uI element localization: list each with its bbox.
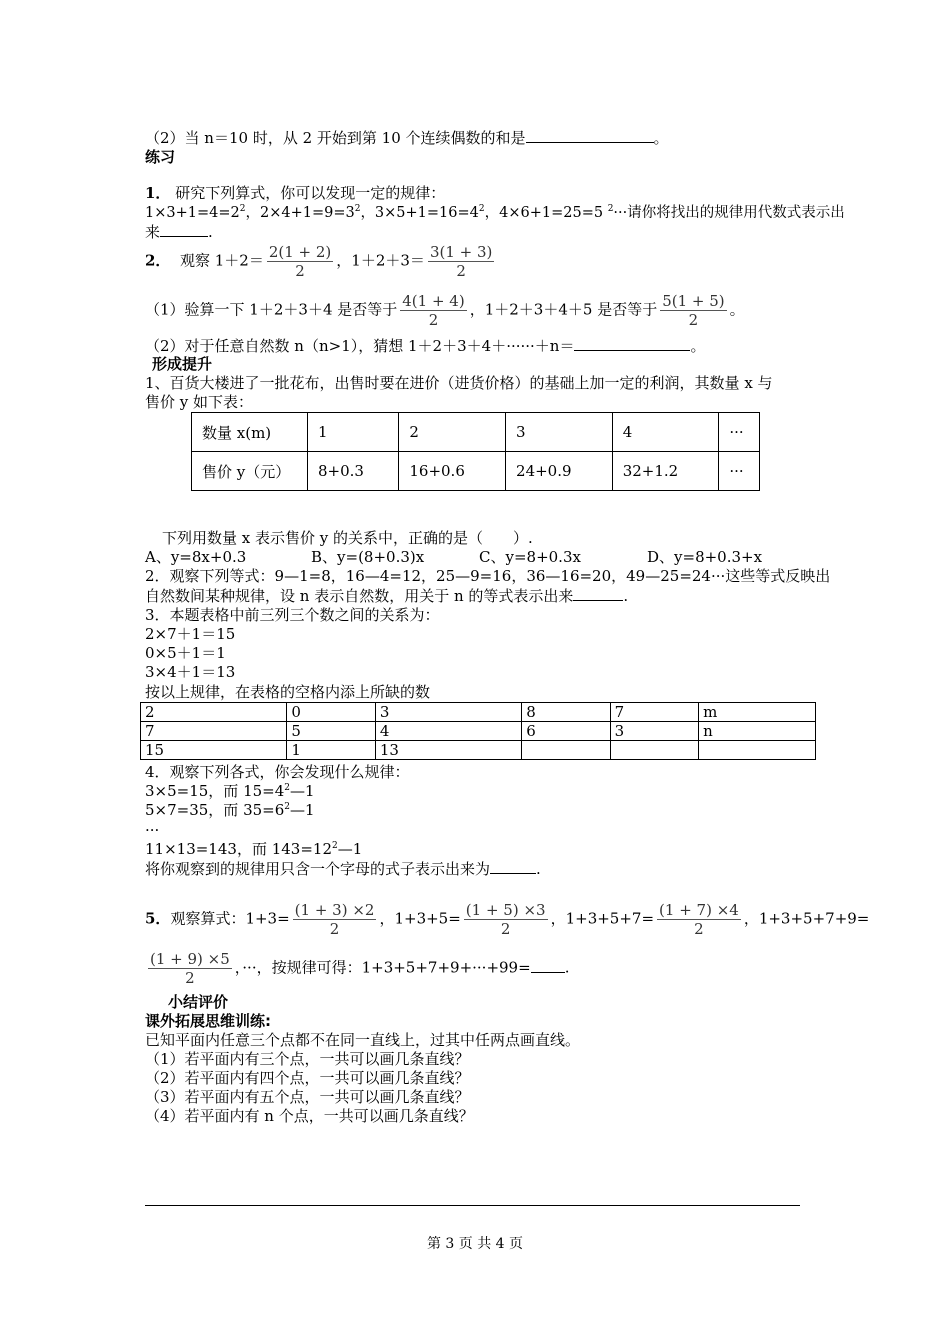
p4-f-end: . xyxy=(536,860,541,878)
improve-p2-line2 xyxy=(145,586,628,606)
p4-f: 将你观察到的规律用只含一个字母的式子表示出来为 xyxy=(145,860,491,878)
sup-2: 2 xyxy=(607,204,614,215)
practice-q1-formulas xyxy=(145,204,845,223)
fraction-numerator: 5(1 + 5) xyxy=(662,292,725,310)
q2-text-f-end: 。 xyxy=(690,337,706,355)
prev-question-line xyxy=(145,128,669,148)
prev-question-text: （2）当 n＝10 时，从 2 开始到第 10 个连续偶数的和是 xyxy=(145,129,526,147)
fraction xyxy=(293,901,377,938)
practice-q1 xyxy=(145,184,445,203)
page-number: 第 3 页 共 4 页 xyxy=(426,1236,524,1252)
p4-e2: —1 xyxy=(337,840,363,858)
improve-p5-line1 xyxy=(145,901,869,938)
table-cell: 3 xyxy=(375,703,521,722)
fraction-denominator: 2 xyxy=(185,969,195,987)
prev-question-end: 。 xyxy=(653,129,669,147)
practice-heading: 练习 xyxy=(145,148,176,166)
option-b: B、y=(8+0.3)x xyxy=(311,548,425,566)
sup-2: 2 xyxy=(354,204,361,215)
footer-divider xyxy=(145,1205,800,1206)
fraction xyxy=(148,950,232,987)
improve-p4-line6 xyxy=(145,859,541,879)
summary-heading: 小结评价 xyxy=(168,993,229,1011)
fraction-numerator: 4(1 + 4) xyxy=(402,292,465,310)
option-d: D、y=8+0.3+x xyxy=(647,548,763,566)
table-cell: 7 xyxy=(141,722,287,741)
sup-2: 2 xyxy=(332,841,338,851)
table-row xyxy=(141,703,816,722)
p5-text-b: ，1+3+5= xyxy=(379,909,461,928)
practice-q2-part1 xyxy=(145,292,745,329)
fraction-numerator: (1 + 7) ×4 xyxy=(659,901,739,919)
table-cell: 7 xyxy=(610,703,698,722)
improve-heading: 形成提升 xyxy=(152,355,213,373)
improve-p3-line4: 3×4＋1＝13 xyxy=(145,663,236,681)
table-cell: 32+1.2 xyxy=(612,452,719,491)
table-cell: 4 xyxy=(375,722,521,741)
fraction xyxy=(464,901,548,938)
improve-p4-line4: ··· xyxy=(145,821,160,839)
table-cell: n xyxy=(699,722,816,741)
q2-text-a: 观察 1＋2＝ xyxy=(179,251,264,270)
answer-blank xyxy=(526,128,654,143)
q1-formula-d: ，4×6+1=25=5 xyxy=(484,205,604,221)
table-cell: 13 xyxy=(375,741,521,760)
table-cell: 8 xyxy=(522,703,610,722)
table-cell: 数量 x(m) xyxy=(192,413,308,452)
improve-p4-line1: 4．观察下列各式，你会发现什么规律： xyxy=(145,763,410,781)
p5-text-c: ，1+3+5+7= xyxy=(550,909,655,928)
p4-c2: —1 xyxy=(290,801,315,819)
table-cell: 1 xyxy=(287,741,375,760)
practice-q2-part2 xyxy=(145,336,705,356)
extension-q4: （4）若平面内有 n 个点，一共可以画几条直线？ xyxy=(145,1107,474,1125)
p5-text-e-end: . xyxy=(564,958,570,977)
fraction-numerator: (1 + 3) ×2 xyxy=(294,901,375,919)
table-cell: 16+0.6 xyxy=(399,452,506,491)
fraction xyxy=(428,243,494,280)
extension-q3: （3）若平面内有五个点，一共可以画几条直线？ xyxy=(145,1088,470,1106)
fraction-numerator: 3(1 + 3) xyxy=(429,243,493,261)
fraction xyxy=(660,292,726,329)
table-cell: 6 xyxy=(522,722,610,741)
fraction-numerator: 2(1 + 2) xyxy=(268,243,332,261)
table-cell: 0 xyxy=(287,703,375,722)
improve-p5-line2 xyxy=(145,950,569,987)
improve-p3-line5: 按以上规律，在表格的空格内添上所缺的数 xyxy=(145,683,431,701)
p5-text-d: ，1+3+5+7+9= xyxy=(743,909,870,928)
table-cell: 24+0.9 xyxy=(506,452,613,491)
q1-end-text: 来 xyxy=(145,223,161,241)
q1-text: 研究下列算式，你可以发现一定的规律： xyxy=(175,184,446,202)
improve-p4-line2 xyxy=(145,782,315,801)
improve-p3-line2: 2×7＋1＝15 xyxy=(145,625,236,643)
table-cell: 3 xyxy=(610,722,698,741)
table-cell: 8+0.3 xyxy=(308,452,399,491)
improve-p1-line1: 1、百货大楼进了一批花布，出售时要在进价（进货价格）的基础上加一定的利润，其数量 x 与 xyxy=(145,374,773,392)
q1-formula-e: ···请你将找出的规律用代数式表示出 xyxy=(613,205,845,221)
answer-blank xyxy=(531,958,565,973)
improve-p1-line2: 售价 y 如下表： xyxy=(145,393,254,411)
table-cell xyxy=(522,741,610,760)
option-a: A、y=8x+0.3 xyxy=(145,548,247,566)
table-cell: 5 xyxy=(287,722,375,741)
fraction xyxy=(267,243,333,280)
table-cell xyxy=(610,741,698,760)
table-cell: 售价 y（元） xyxy=(192,452,308,491)
improve-p1-options xyxy=(145,548,762,567)
fraction-numerator: (1 + 5) ×3 xyxy=(465,901,546,919)
improve-p3-line3: 0×5＋1＝1 xyxy=(145,644,226,662)
q2-text-f: （2）对于任意自然数 n（n>1），猜想 1＋2＋3＋4＋······＋n＝ xyxy=(145,337,575,355)
answer-blank xyxy=(160,222,208,237)
sup-2: 2 xyxy=(239,204,246,215)
sup-2: 2 xyxy=(284,783,291,793)
fraction-denominator: 2 xyxy=(688,311,699,329)
sup-2: 2 xyxy=(478,204,485,215)
improve-p2-line1: 2．观察下列等式：9—1=8，16—4=12，25—9=16，36—16=20，49—25=24···这些等式反映出 xyxy=(145,567,831,585)
fraction-denominator: 2 xyxy=(500,920,511,938)
p4-c1: 5×7=35，而 35=6 xyxy=(145,801,285,819)
p5-number: 5． xyxy=(145,909,171,928)
extension-q2: （2）若平面内有四个点，一共可以画几条直线？ xyxy=(145,1069,470,1087)
table-row xyxy=(192,413,760,452)
p4-b2: —1 xyxy=(290,782,315,800)
price-table xyxy=(191,412,760,491)
extension-intro: 已知平面内任意三个点都不在同一直线上，过其中任两点画直线。 xyxy=(145,1031,581,1049)
fraction xyxy=(400,292,466,329)
table-cell: 2 xyxy=(399,413,506,452)
q1-formula-a: 1×3+1=4=2 xyxy=(145,205,240,221)
sup-2: 2 xyxy=(284,802,291,812)
improve-p3-line1: 3．本题表格中前三列三个数之间的关系为： xyxy=(145,606,440,624)
q1-formula-b: ，2×4+1=9=3 xyxy=(245,205,355,221)
p2-end: . xyxy=(623,587,629,605)
fraction-denominator: 2 xyxy=(295,262,305,280)
table-cell: 4 xyxy=(612,413,719,452)
improve-p4-line5 xyxy=(145,840,362,859)
extension-q1: （1）若平面内有三个点，一共可以画几条直线？ xyxy=(145,1050,470,1068)
p5-text-e: ，···，按规律可得：1+3+5+7+9+···+99= xyxy=(234,958,531,977)
table-row xyxy=(141,741,816,760)
fraction-denominator: 2 xyxy=(428,311,439,329)
fraction-denominator: 2 xyxy=(694,920,704,938)
answer-blank xyxy=(490,859,536,874)
q2-text-d: ，1＋2＋3＋4＋5 是否等于 xyxy=(469,300,658,319)
p4-b1: 3×5=15，而 15=4 xyxy=(145,782,285,800)
practice-q2 xyxy=(145,243,497,280)
table-cell: m xyxy=(699,703,816,722)
fraction-denominator: 2 xyxy=(456,262,466,280)
number-table xyxy=(140,702,816,760)
q2-text-e: 。 xyxy=(729,300,745,319)
table-cell: 15 xyxy=(141,741,287,760)
answer-blank xyxy=(574,336,690,351)
q2-number: 2． xyxy=(145,251,171,270)
improve-p4-line3 xyxy=(145,801,315,820)
table-row xyxy=(141,722,816,741)
table-cell: ··· xyxy=(719,452,760,491)
q2-text-c: （1）验算一下 1＋2＋3＋4 是否等于 xyxy=(145,300,398,319)
table-cell xyxy=(699,741,816,760)
q1-end-dot: . xyxy=(208,223,213,241)
improve-p1-question: 下列用数量 x 表示售价 y 的关系中，正确的是（ ）. xyxy=(162,529,533,547)
fraction xyxy=(657,901,741,938)
option-c: C、y=8+0.3x xyxy=(479,548,581,566)
q1-number: 1． xyxy=(145,184,171,202)
table-cell: 2 xyxy=(141,703,287,722)
table-cell: 3 xyxy=(506,413,613,452)
table-cell: ··· xyxy=(719,413,760,452)
p5-text-a: 观察算式：1+3= xyxy=(170,909,290,928)
p4-e1: 11×13=143，而 143=12 xyxy=(145,840,332,858)
practice-q1-end xyxy=(145,222,213,242)
table-cell: 1 xyxy=(308,413,399,452)
fraction-denominator: 2 xyxy=(329,920,340,938)
answer-blank xyxy=(573,586,623,601)
fraction-numerator: (1 + 9) ×5 xyxy=(150,950,230,968)
p2-text: 自然数间某种规律，设 n 表示自然数，用关于 n 的等式表示出来 xyxy=(145,587,574,605)
table-row xyxy=(192,452,760,491)
q2-text-b: ，1＋2＋3＝ xyxy=(336,251,425,270)
extension-heading: 课外拓展思维训练: xyxy=(145,1012,271,1030)
q1-formula-c: ，3×5+1=16=4 xyxy=(360,205,479,221)
